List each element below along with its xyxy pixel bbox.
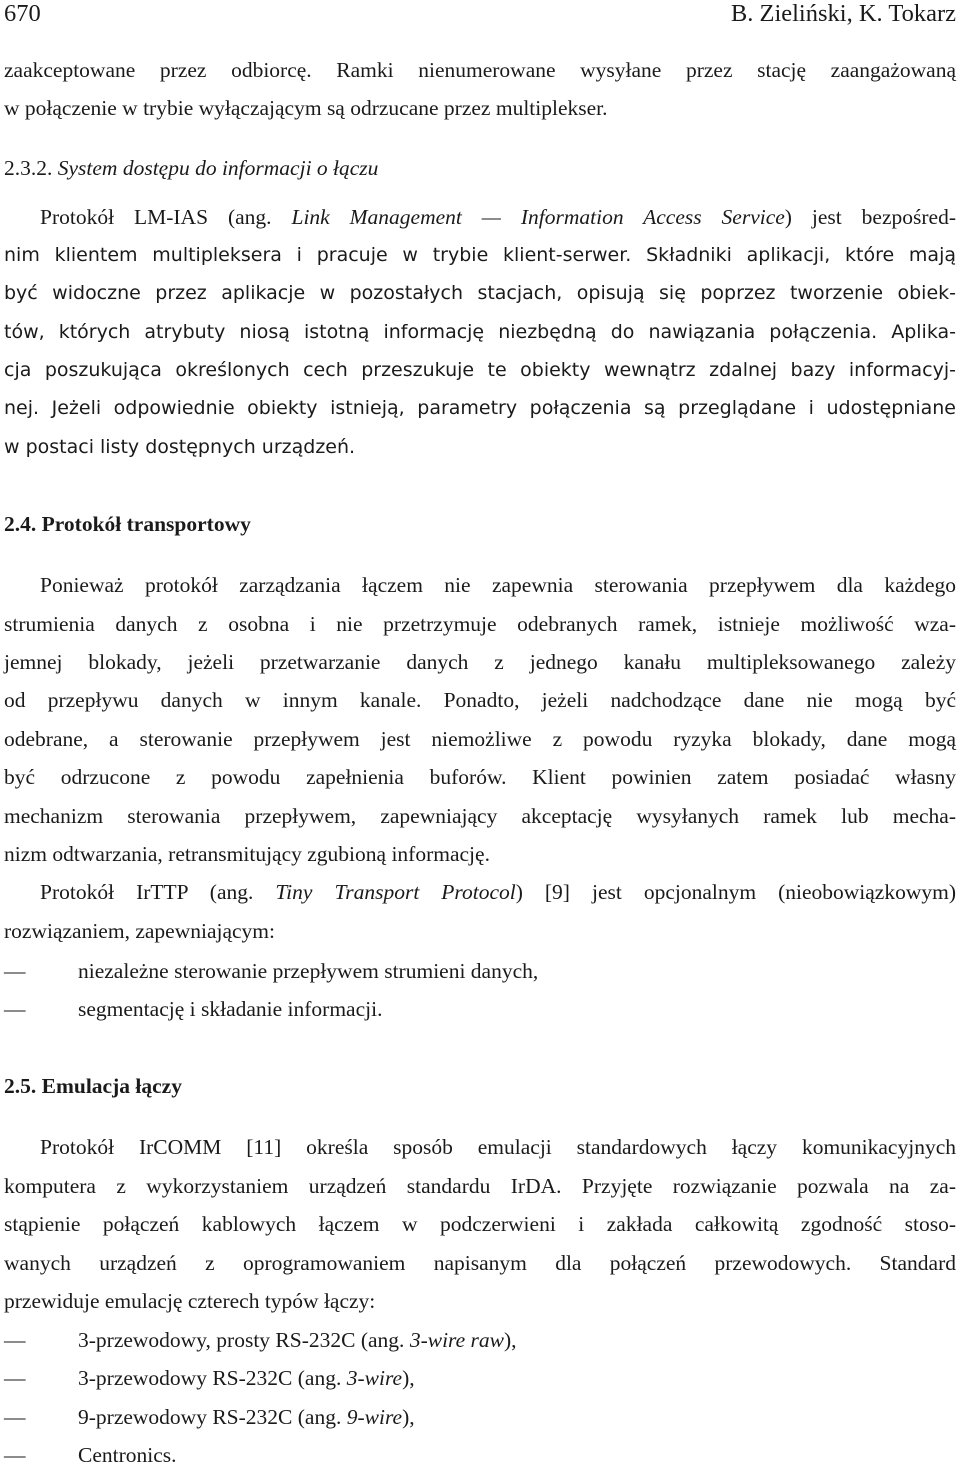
paragraph-line: przewiduje emulację czterech typów łączy: [4,1289,376,1313]
paragraph-line [40,878,956,906]
text-span: ), [402,1405,415,1429]
text-span: ), [402,1366,415,1390]
subsection-number: 2.3.2. [4,156,53,180]
subsection-title: System dostępu do informacji o łączu [57,156,379,180]
section-title: Protokół transportowy [41,512,251,536]
text-span: 3-przewodowy, prosty RS-232C (ang. [78,1328,410,1352]
list-dash: — [4,1366,26,1390]
text-span: 3-przewodowy RS-232C (ang. [78,1366,347,1390]
text-span: 9-przewodowy RS-232C (ang. [78,1405,347,1429]
paragraph-line: wanych urządzeń z oprogramowaniem napisanym dla połączeń przewodowych. Standard [4,1251,956,1275]
paragraph-line: być widoczne przez aplikacje w pozostałych stacjach, opisują się poprzez tworzenie obiek- [4,282,956,304]
text-span: ), [503,1328,517,1352]
text-span: Protokół LM-IAS (ang. [40,205,292,229]
list-item: segmentację i składanie informacji. [78,997,383,1021]
list-dash: — [4,997,26,1021]
list-item [78,1364,415,1392]
list-dash: — [4,1328,26,1352]
list-dash: — [4,1405,26,1429]
paragraph-line: nej. Jeżeli odpowiednie obiekty istnieją, parametry połączenia są przeglądane i udostępniane [4,397,956,419]
italic-term: Tiny Transport Protocol [275,880,516,904]
text-span: Protokół IrTTP (ang. [40,880,276,904]
paragraph-line [40,203,956,231]
section-heading [4,510,956,538]
paragraph-line: jemnej blokady, jeżeli przetwarzanie danych z jednego kanału multipleksowanego zależy [4,650,956,674]
list-item: niezależne sterowanie przepływem strumieni danych, [78,959,539,983]
paragraph-line: strumienia danych z osobna i nie przetrzymuje odebranych ramek, istnieje możliwość wza- [4,612,956,636]
section-number: 2.5. [4,1074,37,1098]
running-authors: B. Zieliński, K. Tokarz [730,0,956,27]
paragraph-line: komputera z wykorzystaniem urządzeń standardu IrDA. Przyjęte rozwiązanie pozwala na za- [4,1174,956,1198]
paragraph-line: od przepływu danych w innym kanale. Ponadto, jeżeli nadchodzące dane nie mogą być [4,688,956,712]
italic-term: 3-wire raw [409,1328,504,1352]
paragraph-line: mechanizm sterowania przepływem, zapewniający akceptację wysyłanych ramek lub mecha- [4,804,956,828]
section-number: 2.4. [4,512,37,536]
paragraph-line: Protokół IrCOMM [11] określa sposób emulacji standardowych łączy komunikacyjnych [40,1135,956,1159]
paragraph-line: nizm odtwarzania, retransmitujący zgubioną informację. [4,842,490,866]
page-number: 670 [4,0,41,27]
paragraph-line: zaakceptowane przez odbiorcę. Ramki nienumerowane wysyłane przez stację zaangażowaną [4,58,956,82]
paragraph-line: Ponieważ protokół zarządzania łączem nie zapewnia sterowania przepływem dla każdego [40,573,956,597]
paragraph-line: rozwiązaniem, zapewniającym: [4,919,275,943]
paragraph-line: nim klientem multipleksera i pracuje w trybie klient-serwer. Składniki aplikacji, które mają [4,244,956,266]
text-span: ) [9] jest opcjonalnym (nieobowiązkowym) [515,880,957,904]
paragraph-line: stąpienie połączeń kablowych łączem w podczerwieni i zakłada całkowitą zgodność stoso- [4,1212,956,1236]
italic-term: Link Management — Information Access Service [291,205,785,229]
text-span: ) jest bezpośred- [784,205,956,229]
italic-term: 3-wire [346,1366,403,1390]
paragraph-line: cja poszukująca określonych cech przeszukuje te obiekty wewnątrz zdalnej bazy informacyj- [4,359,956,381]
list-item [78,1403,415,1431]
paragraph-line: odebrane, a sterowanie przepływem jest niemożliwe z powodu ryzyka blokady, dane mogą [4,727,956,751]
italic-term: 9-wire [346,1405,403,1429]
list-item [78,1326,517,1354]
list-dash: — [4,1443,26,1467]
section-heading [4,1072,956,1100]
section-title: Emulacja łączy [41,1074,182,1098]
running-header [4,0,956,28]
list-item: Centronics. [78,1443,177,1467]
paragraph-line: być odrzucone z powodu zapełnienia buforów. Klient powinien zatem posiadać własny [4,765,956,789]
paragraph-line: tów, których atrybuty niosą istotną informację niezbędną do nawiązania połączenia. Aplika- [4,321,956,343]
paragraph-line: w połączenie w trybie wyłączającym są odrzucane przez multiplekser. [4,96,608,120]
list-dash: — [4,959,26,983]
paragraph-line: w postaci listy dostępnych urządzeń. [4,436,356,458]
subsection-heading [4,154,956,182]
